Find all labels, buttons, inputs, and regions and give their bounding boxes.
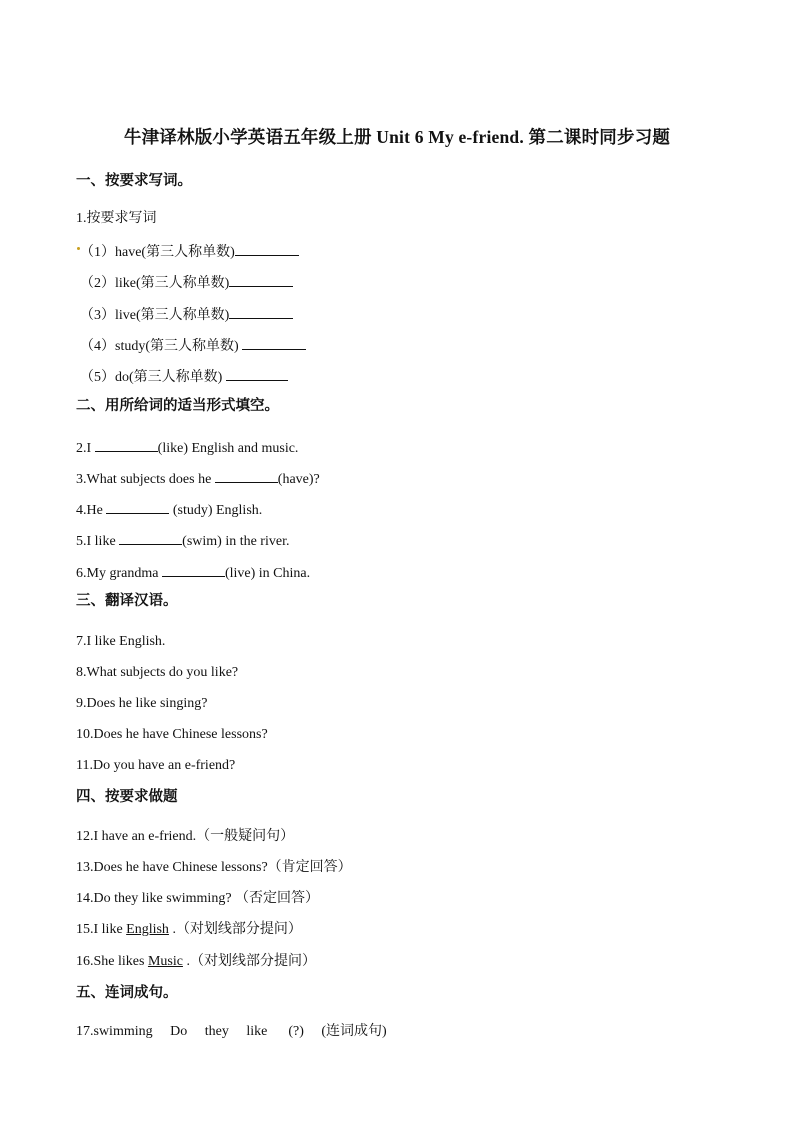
- question-1-item-4: （4）study(第三人称单数): [80, 335, 306, 356]
- underlined-word: English: [126, 922, 169, 937]
- question-4: 4.He (study) English.: [76, 499, 262, 520]
- question-1-label: 1.按要求写词: [76, 211, 157, 226]
- question-1-item-3: （3）live(第三人称单数): [80, 304, 293, 325]
- question-12: 12.I have an e-friend.（一般疑问句）: [76, 829, 295, 844]
- page-title: 牛津译林版小学英语五年级上册 Unit 6 My e-friend. 第二课时同步习题: [123, 127, 671, 147]
- question-1-item-1: （1）have(第三人称单数): [80, 241, 299, 262]
- question-3: 3.What subjects does he (have)?: [76, 468, 320, 489]
- question-17: 17.swimming Do they like (?) (连词成句): [76, 1024, 387, 1039]
- question-10: 10.Does he have Chinese lessons?: [76, 727, 268, 742]
- answer-blank[interactable]: [106, 499, 169, 514]
- answer-blank[interactable]: [229, 304, 293, 319]
- section-5-heading: 五、连词成句。: [76, 985, 178, 1001]
- answer-blank[interactable]: [226, 366, 288, 381]
- question-14: 14.Do they like swimming? （否定回答）: [76, 891, 320, 906]
- answer-blank[interactable]: [215, 468, 278, 483]
- underlined-word: Music: [147, 954, 183, 969]
- section-4-heading: 四、按要求做题: [76, 789, 178, 805]
- question-6: 6.My grandma (live) in China.: [76, 562, 310, 583]
- question-15: 15.I like English .（对划线部分提问）: [76, 922, 302, 937]
- question-1-item-2: （2）like(第三人称单数): [80, 272, 293, 293]
- question-1-item-5: （5）do(第三人称单数): [80, 366, 288, 387]
- question-13: 13.Does he have Chinese lessons?（肯定回答）: [76, 860, 352, 875]
- answer-blank[interactable]: [229, 272, 293, 287]
- question-8: 8.What subjects do you like?: [76, 665, 239, 680]
- section-2-heading: 二、用所给词的适当形式填空。: [76, 398, 279, 414]
- question-9: 9.Does he like singing?: [76, 696, 208, 711]
- question-7: 7.I like English.: [76, 634, 166, 649]
- answer-blank[interactable]: [242, 335, 306, 350]
- question-11: 11.Do you have an e-friend?: [76, 758, 236, 773]
- answer-blank[interactable]: [162, 562, 225, 577]
- question-16: 16.She likes Music .（对划线部分提问）: [76, 954, 316, 969]
- section-3-heading: 三、翻译汉语。: [76, 593, 178, 609]
- answer-blank[interactable]: [235, 241, 299, 256]
- answer-blank[interactable]: [119, 530, 182, 545]
- question-5: 5.I like (swim) in the river.: [76, 530, 289, 551]
- section-1-heading: 一、按要求写词。: [76, 173, 192, 189]
- answer-blank[interactable]: [95, 437, 158, 452]
- question-2: 2.I (like) English and music.: [76, 437, 298, 458]
